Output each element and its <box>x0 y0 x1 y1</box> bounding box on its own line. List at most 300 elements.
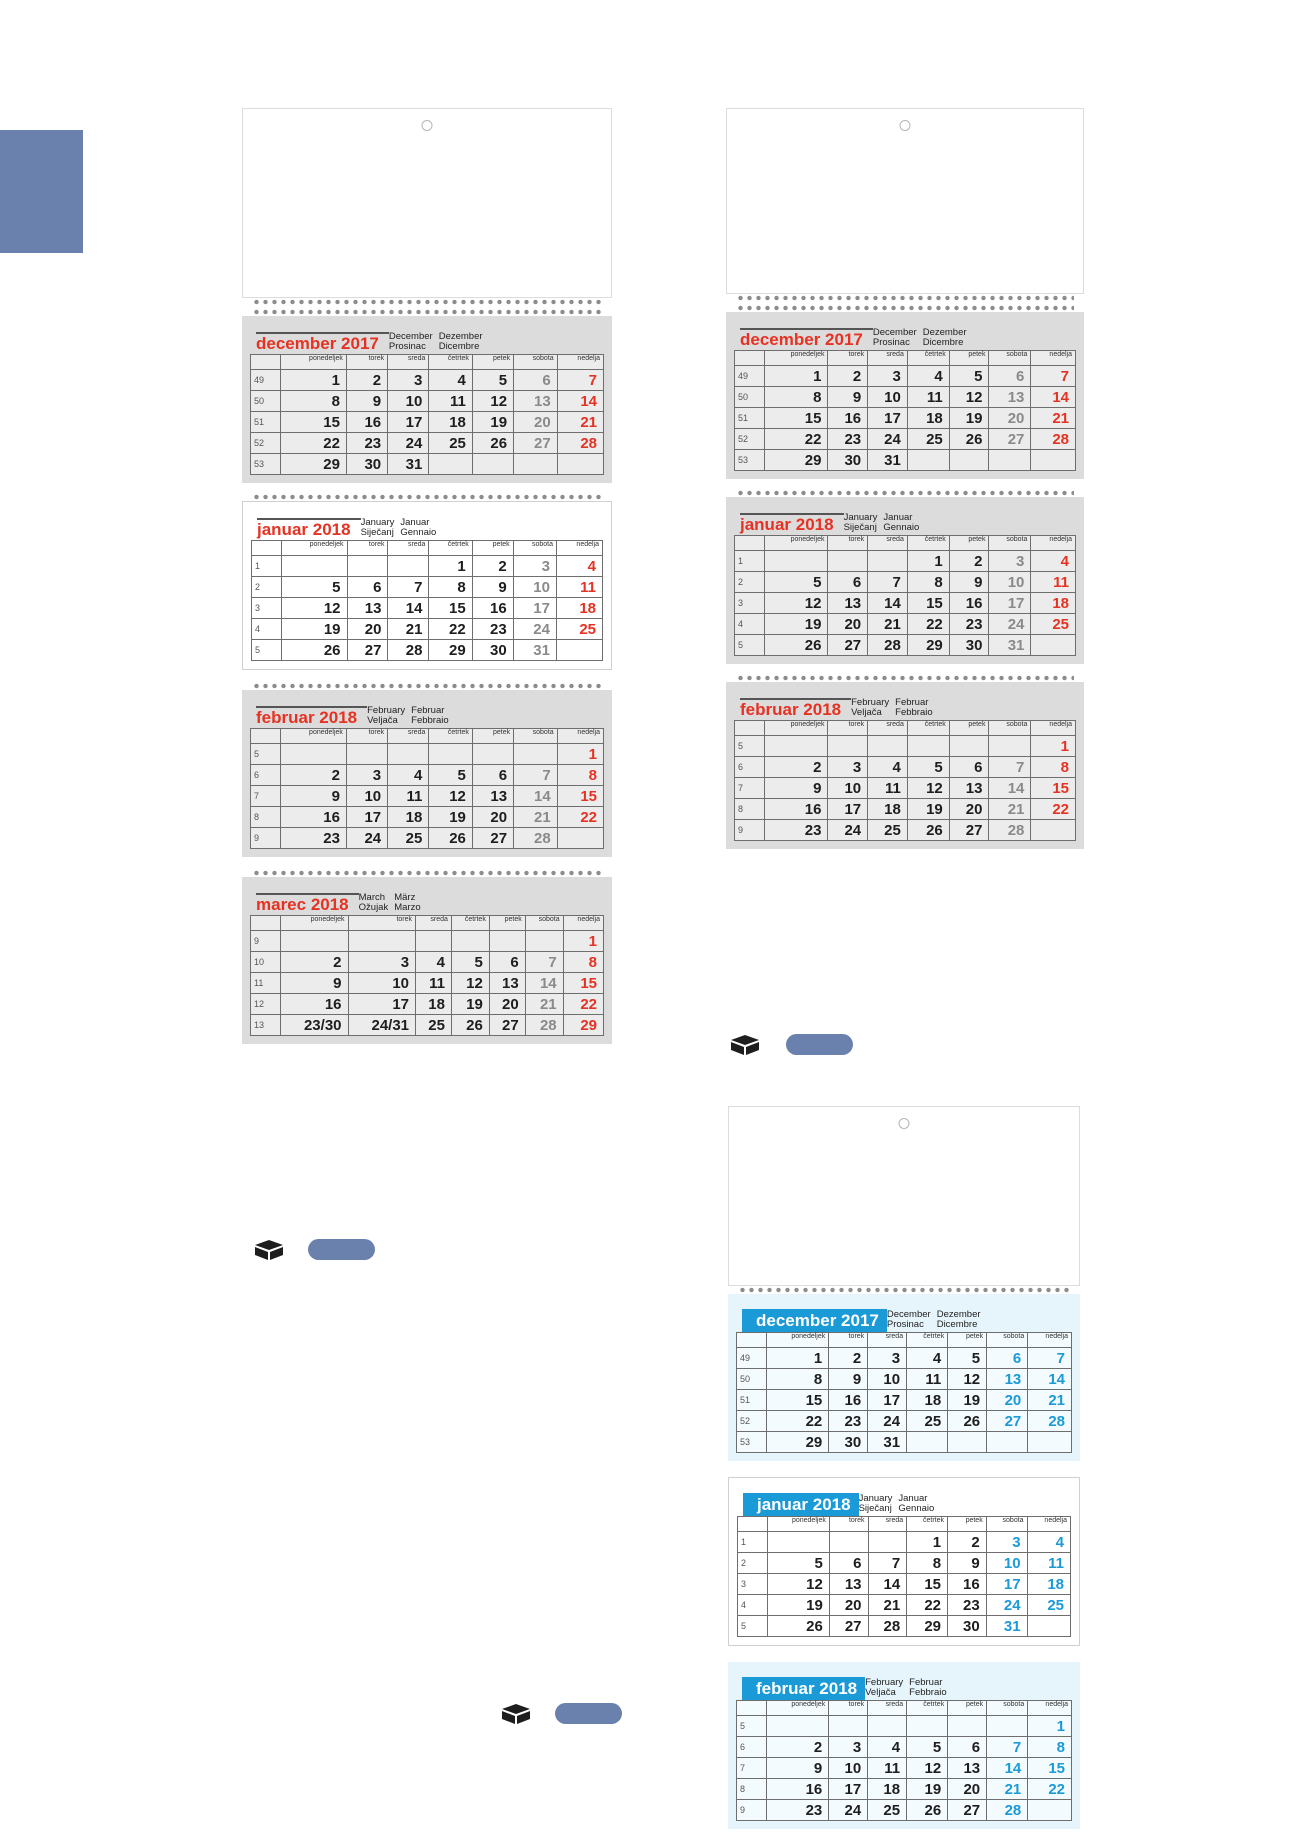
week-number: 3 <box>738 1574 768 1595</box>
month-translation: Februar <box>909 1677 943 1688</box>
day-cell: 2 <box>472 556 513 577</box>
day-cell: 25 <box>1031 614 1076 635</box>
week-row <box>735 593 1076 614</box>
day-cell: 4 <box>556 556 602 577</box>
month-translation: December <box>872 327 917 338</box>
week-row <box>251 744 604 765</box>
weekday-header: torek <box>829 1333 868 1348</box>
week-row <box>251 765 604 786</box>
weekday-header: četrtek <box>429 729 473 744</box>
day-cell: 14 <box>868 1574 907 1595</box>
month-translation: January <box>360 517 395 528</box>
badge-pill <box>308 1239 375 1260</box>
week-header <box>252 541 282 556</box>
day-cell: 8 <box>1028 1737 1072 1758</box>
day-cell: 8 <box>767 1369 829 1390</box>
day-cell: 19 <box>765 614 828 635</box>
day-cell: 25 <box>429 433 473 454</box>
weekday-header: torek <box>829 1517 868 1532</box>
week-row <box>735 757 1076 778</box>
day-cell: 7 <box>514 765 558 786</box>
day-cell: 31 <box>989 635 1031 656</box>
day-cell: 8 <box>765 387 828 408</box>
badge-pill <box>786 1034 853 1055</box>
day-cell: 12 <box>948 1369 987 1390</box>
month-translation: Ožujak <box>358 902 389 913</box>
weekday-header: sreda <box>868 721 908 736</box>
week-row <box>738 1532 1071 1553</box>
week-row <box>251 807 604 828</box>
month-title <box>742 1304 1072 1332</box>
weekday-header: ponedeljek <box>768 1517 830 1532</box>
weekday-header: petek <box>949 536 989 551</box>
day-cell: 19 <box>948 1390 987 1411</box>
day-cell: 12 <box>765 593 828 614</box>
day-cell: 22 <box>429 619 472 640</box>
weekday-header: torek <box>346 729 387 744</box>
calendar-a <box>242 108 612 1044</box>
day-cell: 17 <box>348 994 416 1015</box>
day-cell: 12 <box>429 786 473 807</box>
day-cell: 20 <box>514 412 558 433</box>
week-header <box>738 1517 768 1532</box>
day-cell: 18 <box>416 994 452 1015</box>
month-grid <box>737 1516 1071 1637</box>
week-header <box>737 1701 767 1716</box>
day-cell <box>1031 635 1076 656</box>
day-cell: 9 <box>472 577 513 598</box>
weekday-header: ponedeljek <box>765 721 828 736</box>
weekday-header: ponedeljek <box>281 729 347 744</box>
week-header <box>735 536 765 551</box>
day-cell: 9 <box>765 778 828 799</box>
weekday-header: nedelja <box>1031 721 1076 736</box>
week-row <box>737 1716 1072 1737</box>
month-sheet-jan <box>726 497 1084 664</box>
day-cell: 18 <box>1027 1574 1070 1595</box>
day-cell: 13 <box>347 598 388 619</box>
day-cell <box>989 736 1031 757</box>
day-cell: 2 <box>281 765 347 786</box>
weekday-header: ponedeljek <box>281 916 349 931</box>
month-grid <box>250 915 604 1036</box>
spiral-binding <box>252 682 602 690</box>
day-cell: 1 <box>281 370 347 391</box>
day-cell: 7 <box>868 572 908 593</box>
day-cell <box>767 1716 829 1737</box>
day-cell: 9 <box>948 1553 987 1574</box>
week-number: 6 <box>735 757 765 778</box>
month-translation: January <box>843 512 878 523</box>
week-row <box>251 786 604 807</box>
spiral-binding <box>252 308 602 316</box>
week-row <box>251 433 604 454</box>
day-cell <box>868 551 908 572</box>
weekday-header: sobota <box>514 729 558 744</box>
package-icon <box>252 1237 286 1261</box>
day-cell: 28 <box>557 433 603 454</box>
month-translations <box>859 1494 935 1514</box>
day-cell: 7 <box>525 952 563 973</box>
week-row <box>738 1616 1071 1637</box>
weekday-header: nedelja <box>556 541 602 556</box>
day-cell: 29 <box>281 454 347 475</box>
day-cell: 14 <box>514 786 558 807</box>
spiral-binding <box>252 869 602 877</box>
month-sheet-feb <box>728 1662 1080 1829</box>
month-translation: March <box>358 892 386 903</box>
day-cell: 26 <box>907 820 949 841</box>
day-cell: 29 <box>429 640 472 661</box>
day-cell: 10 <box>346 786 387 807</box>
week-number: 8 <box>735 799 765 820</box>
week-number: 8 <box>737 1779 767 1800</box>
month-translation: Siječanj <box>843 522 877 533</box>
day-cell <box>348 931 416 952</box>
weekday-header: nedelja <box>563 916 603 931</box>
spiral-binding <box>252 493 602 501</box>
month-title <box>256 326 604 354</box>
day-cell: 21 <box>868 1595 907 1616</box>
day-cell: 2 <box>765 757 828 778</box>
month-title <box>742 1672 1072 1700</box>
day-cell: 17 <box>989 593 1031 614</box>
day-cell <box>429 744 473 765</box>
week-row <box>737 1369 1072 1390</box>
day-cell: 26 <box>949 429 989 450</box>
day-cell <box>514 744 558 765</box>
month-translations <box>865 1678 947 1698</box>
week-number: 5 <box>738 1616 768 1637</box>
day-cell: 9 <box>281 786 347 807</box>
week-row <box>737 1737 1072 1758</box>
week-number: 9 <box>735 820 765 841</box>
week-row <box>735 614 1076 635</box>
weekday-header: sreda <box>868 351 908 366</box>
week-number: 52 <box>735 429 765 450</box>
week-row <box>252 640 603 661</box>
weekday-header: sreda <box>868 1701 907 1716</box>
day-cell: 4 <box>907 366 949 387</box>
day-cell: 28 <box>987 1800 1028 1821</box>
day-cell: 6 <box>829 1553 868 1574</box>
weekday-header: nedelja <box>1031 536 1076 551</box>
day-cell: 14 <box>987 1758 1028 1779</box>
week-number: 53 <box>251 454 281 475</box>
day-cell: 23/30 <box>281 1015 349 1036</box>
spiral-binding <box>252 298 602 306</box>
week-number: 4 <box>252 619 282 640</box>
week-row <box>251 454 604 475</box>
day-cell: 20 <box>829 1595 868 1616</box>
day-cell <box>1028 1432 1072 1453</box>
spiral-binding <box>736 304 1074 312</box>
month-translation: Gennaio <box>883 522 920 533</box>
weekday-header: sobota <box>989 351 1031 366</box>
day-cell <box>281 931 349 952</box>
weekday-header: petek <box>472 729 513 744</box>
weekday-header: sreda <box>868 536 908 551</box>
day-cell: 11 <box>907 387 949 408</box>
week-row <box>251 994 604 1015</box>
day-cell: 2 <box>948 1532 987 1553</box>
month-title <box>743 1488 1071 1516</box>
weekday-header: sreda <box>388 355 429 370</box>
day-cell: 13 <box>989 387 1031 408</box>
day-cell: 28 <box>525 1015 563 1036</box>
month-name: februar 2018 <box>256 706 367 728</box>
day-cell: 15 <box>557 786 603 807</box>
day-cell: 24 <box>868 1411 907 1432</box>
day-cell <box>987 1432 1028 1453</box>
week-number: 5 <box>251 744 281 765</box>
day-cell: 17 <box>868 1390 907 1411</box>
day-cell: 16 <box>765 799 828 820</box>
day-cell: 8 <box>907 1553 948 1574</box>
week-row <box>737 1411 1072 1432</box>
week-row <box>735 635 1076 656</box>
week-header <box>737 1333 767 1348</box>
day-cell: 6 <box>989 366 1031 387</box>
day-cell: 28 <box>868 635 908 656</box>
day-cell: 25 <box>388 828 429 849</box>
month-sheet-feb <box>242 690 612 857</box>
weekday-header: torek <box>348 916 416 931</box>
day-cell: 8 <box>563 952 603 973</box>
day-cell: 25 <box>907 429 949 450</box>
week-number: 52 <box>251 433 281 454</box>
day-cell: 7 <box>1028 1348 1072 1369</box>
day-cell: 3 <box>348 952 416 973</box>
day-cell: 31 <box>388 454 429 475</box>
day-cell: 20 <box>347 619 388 640</box>
weekday-header: sobota <box>987 1701 1028 1716</box>
day-cell: 5 <box>472 370 513 391</box>
week-number: 4 <box>738 1595 768 1616</box>
spiral-binding <box>736 294 1074 302</box>
day-cell: 1 <box>765 366 828 387</box>
day-cell: 25 <box>556 619 602 640</box>
day-cell: 23 <box>765 820 828 841</box>
day-cell: 16 <box>281 807 347 828</box>
weekday-header: sobota <box>513 541 556 556</box>
day-cell: 29 <box>767 1432 829 1453</box>
day-cell: 16 <box>767 1779 829 1800</box>
week-number: 51 <box>737 1390 767 1411</box>
weekday-header: ponedeljek <box>281 355 347 370</box>
day-cell: 9 <box>346 391 387 412</box>
month-translation: Gennaio <box>400 527 437 538</box>
day-cell: 12 <box>949 387 989 408</box>
month-grid <box>734 350 1076 471</box>
day-cell: 14 <box>1031 387 1076 408</box>
day-cell: 18 <box>388 807 429 828</box>
day-cell <box>948 1716 987 1737</box>
day-cell: 2 <box>281 952 349 973</box>
day-cell: 4 <box>868 757 908 778</box>
day-cell: 11 <box>388 786 429 807</box>
day-cell: 2 <box>828 366 868 387</box>
weekday-header: torek <box>828 536 868 551</box>
day-cell: 17 <box>346 807 387 828</box>
day-cell: 2 <box>949 551 989 572</box>
day-cell <box>1027 1616 1070 1637</box>
weekday-header: četrtek <box>907 536 949 551</box>
week-number: 49 <box>737 1348 767 1369</box>
weekday-header: sreda <box>388 729 429 744</box>
day-cell <box>829 1716 868 1737</box>
day-cell: 6 <box>987 1348 1028 1369</box>
week-row <box>735 387 1076 408</box>
month-name: december 2017 <box>740 328 873 350</box>
day-cell: 17 <box>828 799 868 820</box>
week-header <box>735 721 765 736</box>
day-cell: 23 <box>767 1800 829 1821</box>
day-cell: 30 <box>949 635 989 656</box>
month-translations <box>873 328 967 348</box>
month-translation: Gennaio <box>898 1503 935 1514</box>
week-number: 5 <box>252 640 282 661</box>
week-number: 8 <box>251 807 281 828</box>
weekday-header: petek <box>949 351 989 366</box>
day-cell: 19 <box>907 799 949 820</box>
day-cell: 23 <box>828 429 868 450</box>
day-cell: 1 <box>429 556 472 577</box>
weekday-header: četrtek <box>907 721 949 736</box>
month-translation: Siječanj <box>360 527 394 538</box>
day-cell <box>907 450 949 471</box>
month-title <box>740 507 1076 535</box>
week-row <box>251 828 604 849</box>
day-cell: 20 <box>987 1390 1028 1411</box>
weekday-header: četrtek <box>907 1517 948 1532</box>
day-cell: 8 <box>281 391 347 412</box>
package-icon <box>728 1032 762 1056</box>
day-cell: 16 <box>829 1390 868 1411</box>
week-row <box>735 450 1076 471</box>
month-name: januar 2018 <box>740 513 844 535</box>
day-cell: 16 <box>949 593 989 614</box>
month-name: december 2017 <box>256 332 389 354</box>
day-cell: 3 <box>346 765 387 786</box>
day-cell <box>472 744 513 765</box>
day-cell: 26 <box>768 1616 830 1637</box>
calendar-header-area <box>728 1106 1080 1286</box>
day-cell: 6 <box>472 765 513 786</box>
day-cell: 21 <box>525 994 563 1015</box>
day-cell: 31 <box>868 450 908 471</box>
weekday-header: torek <box>829 1701 868 1716</box>
day-cell <box>451 931 489 952</box>
day-cell: 7 <box>1031 366 1076 387</box>
day-cell: 9 <box>281 973 349 994</box>
day-cell: 14 <box>868 593 908 614</box>
day-cell <box>949 736 989 757</box>
day-cell: 17 <box>388 412 429 433</box>
day-cell: 12 <box>472 391 513 412</box>
day-cell: 13 <box>829 1574 868 1595</box>
month-translation: December <box>886 1309 931 1320</box>
week-row <box>735 429 1076 450</box>
month-translation: Febbraio <box>895 707 933 718</box>
day-cell: 29 <box>907 635 949 656</box>
day-cell: 10 <box>828 778 868 799</box>
month-translation: December <box>388 331 433 342</box>
day-cell <box>514 454 558 475</box>
day-cell: 14 <box>989 778 1031 799</box>
day-cell <box>281 744 347 765</box>
day-cell <box>868 736 908 757</box>
day-cell <box>868 1532 907 1553</box>
day-cell: 10 <box>348 973 416 994</box>
day-cell: 22 <box>765 429 828 450</box>
day-cell: 10 <box>989 572 1031 593</box>
day-cell: 30 <box>828 450 868 471</box>
week-row <box>735 820 1076 841</box>
weekday-header: petek <box>948 1517 987 1532</box>
week-number: 1 <box>738 1532 768 1553</box>
day-cell: 8 <box>907 572 949 593</box>
month-translations <box>389 332 483 352</box>
day-cell: 19 <box>472 412 513 433</box>
weekday-header: sreda <box>416 916 452 931</box>
day-cell: 16 <box>472 598 513 619</box>
month-translation: February <box>865 1677 904 1688</box>
day-cell <box>557 454 603 475</box>
day-cell <box>416 931 452 952</box>
day-cell: 10 <box>513 577 556 598</box>
day-cell: 3 <box>868 1348 907 1369</box>
day-cell: 11 <box>556 577 602 598</box>
day-cell: 15 <box>907 1574 948 1595</box>
day-cell: 28 <box>1028 1411 1072 1432</box>
day-cell: 5 <box>907 757 949 778</box>
month-translation: Febbraio <box>909 1687 947 1698</box>
week-number: 3 <box>252 598 282 619</box>
day-cell: 6 <box>514 370 558 391</box>
week-row <box>252 577 603 598</box>
day-cell: 5 <box>948 1348 987 1369</box>
day-cell: 3 <box>513 556 556 577</box>
day-cell: 15 <box>765 408 828 429</box>
month-translation: Prosinac <box>872 337 910 348</box>
weekday-header: sreda <box>868 1517 907 1532</box>
day-cell <box>907 736 949 757</box>
month-translations <box>367 706 449 726</box>
weekday-header: sobota <box>514 355 558 370</box>
day-cell: 24 <box>828 820 868 841</box>
day-cell <box>828 551 868 572</box>
calendar-b <box>726 108 1084 849</box>
day-cell: 26 <box>472 433 513 454</box>
day-cell: 8 <box>1031 757 1076 778</box>
month-name: januar 2018 <box>743 1493 859 1516</box>
calendar-header-area <box>242 108 612 298</box>
weekday-header: nedelja <box>1031 351 1076 366</box>
weekday-header: četrtek <box>429 541 472 556</box>
day-cell <box>907 1716 948 1737</box>
day-cell: 23 <box>829 1411 868 1432</box>
month-sheet-dec <box>728 1294 1080 1461</box>
day-cell: 15 <box>563 973 603 994</box>
day-cell: 5 <box>282 577 348 598</box>
day-cell: 20 <box>489 994 525 1015</box>
day-cell: 9 <box>828 387 868 408</box>
weekday-header: četrtek <box>451 916 489 931</box>
day-cell: 6 <box>949 757 989 778</box>
day-cell: 26 <box>429 828 473 849</box>
week-number: 13 <box>251 1015 281 1036</box>
